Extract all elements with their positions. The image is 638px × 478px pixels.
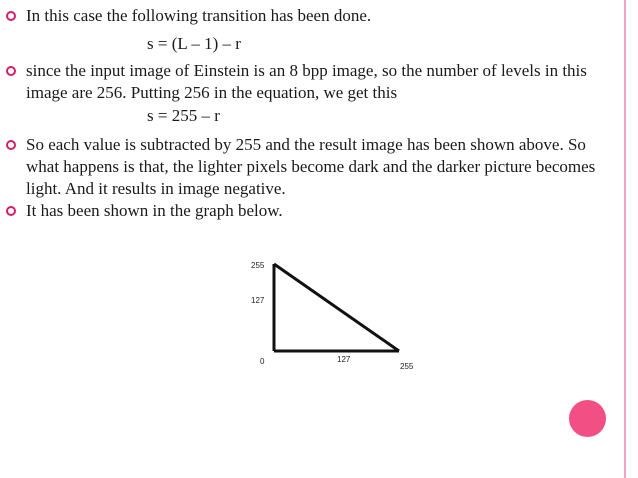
- x-tick-label: 127: [337, 355, 351, 364]
- equation-2: s = 255 – r: [147, 106, 220, 125]
- y-tick-label: 255: [251, 261, 265, 270]
- y-tick-label: 127: [251, 296, 265, 305]
- x-tick-label: 255: [400, 362, 414, 371]
- bullet-line: light. And it results in image negative.: [26, 179, 286, 198]
- decorative-circle-icon: [569, 400, 606, 437]
- x-tick-label: 0: [260, 357, 265, 366]
- bullet-text-4: [26, 200, 626, 222]
- equation-1: s = (L – 1) – r: [147, 34, 241, 53]
- bullet-text-1: [26, 5, 626, 27]
- bullet-line: So each value is subtracted by 255 and the result image has been shown above. So: [26, 135, 586, 154]
- negative-transform-graph: [230, 250, 430, 380]
- bullet-line: since the input image of Einstein is an 8 bpp image, so the number of levels in this: [26, 61, 587, 80]
- circle-bullet-icon: [6, 11, 16, 21]
- bullet-line: It has been shown in the graph below.: [26, 201, 283, 220]
- circle-bullet-icon: [6, 206, 16, 216]
- bullet-line: what happens is that, the lighter pixels become dark and the darker picture becomes: [26, 157, 596, 176]
- bullet-line: In this case the following transition has been done.: [26, 6, 372, 25]
- circle-bullet-icon: [6, 140, 16, 150]
- circle-bullet-icon: [6, 66, 16, 76]
- series-line: [274, 264, 399, 351]
- bullet-text-2: [26, 60, 626, 104]
- bullet-text-3: [26, 134, 626, 200]
- bullet-line: image are 256. Putting 256 in the equation, we get this: [26, 83, 398, 102]
